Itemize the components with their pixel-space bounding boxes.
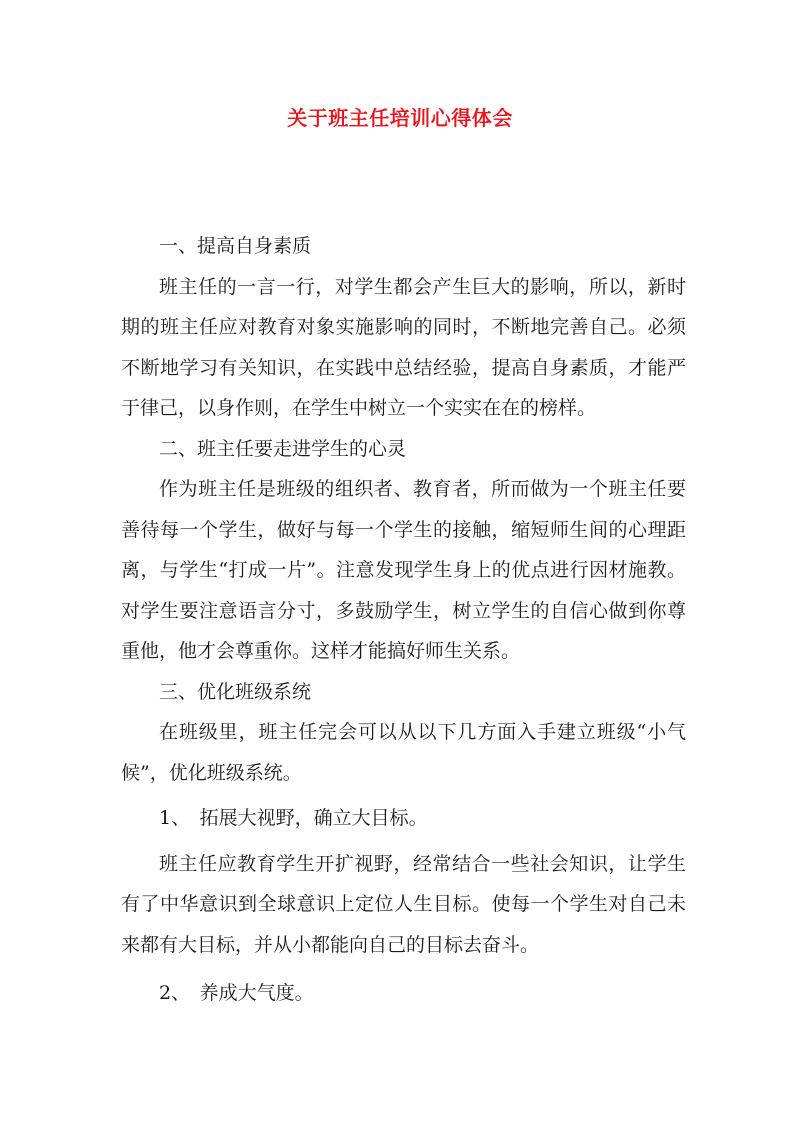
body-paragraph-4: 班主任应教育学生开扩视野，经常结合一些社会知识，让学生有了中华意识到全球意识上定位人生目标。使每一个学生对自己未来都有大目标，并从小都能向自己的目标去奋斗。 <box>121 852 686 956</box>
document-title: 关于班主任培训心得体会 <box>287 106 513 130</box>
section-heading-3: 三、优化班级系统 <box>159 680 312 703</box>
section-heading-2: 二、班主任要走进学生的心灵 <box>159 437 407 460</box>
body-paragraph-3: 在班级里，班主任完会可以从以下几方面入手建立班级“小气候”，优化班级系统。 <box>121 721 686 784</box>
list-item-1: 1、 拓展大视野，确立大目标。 <box>159 807 428 829</box>
list-item-2: 2、 养成大气度。 <box>159 982 314 1004</box>
section-heading-1: 一、提高自身素质 <box>159 235 312 257</box>
document-body <box>121 226 686 1014</box>
body-paragraph-2: 作为班主任是班级的组织者、教育者，所而做为一个班主任要善待每一个学生，做好与每一个学生的接触，缩短师生间的心理距离，与学生“打成一片”。注意发现学生身上的优点进行因材施教。对学生要注意语言分寸，多鼓励学生，树立学生的自信心做到你尊重他，他才会尊重你。这样才能搞好师生关系。 <box>121 478 686 662</box>
body-paragraph-1: 班主任的一言一行，对学生都会产生巨大的影响，所以，新时期的班主任应对教育对象实施影响的同时，不断地完善自己。必须不断地学习有关知识，在实践中总结经验，提高自身素质，才能严于律己，以身作则，在学生中树立一个实实在在的榜样。 <box>121 275 686 419</box>
